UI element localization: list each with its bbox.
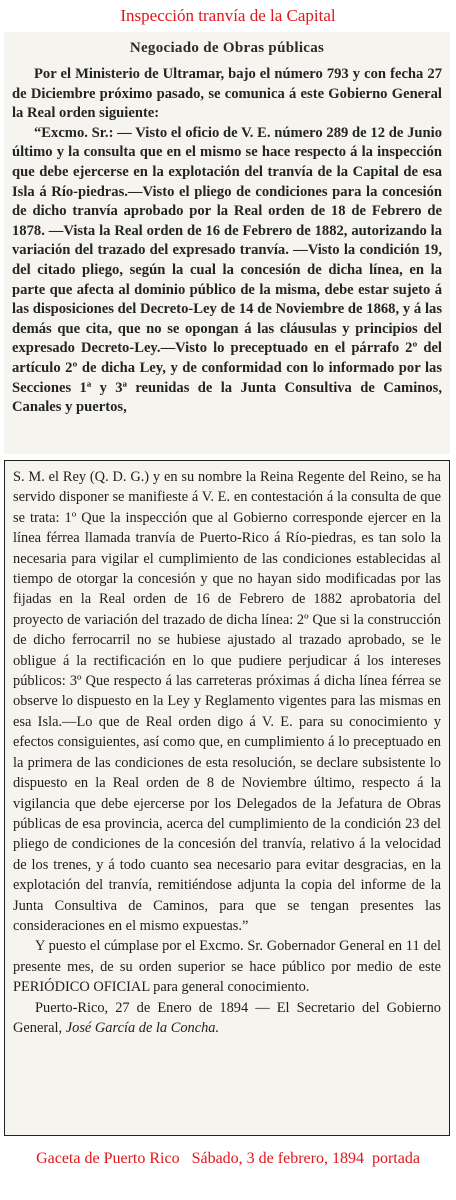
signature-text: Puerto-Rico, 27 de Enero de 1894 — El Secretario del Gobierno General,	[13, 999, 441, 1036]
top-caption: Inspección tranvía de la Capital	[120, 6, 336, 25]
bottom-caption: Gaceta de Puerto Rico Sábado, 3 de febrero, 1894 portada	[36, 1150, 420, 1167]
paragraph-intro: Por el Ministerio de Ultramar, bajo el número 793 y con fecha 27 de Diciembre próximo pasado, se comunica á este Gobierno General la Real orden siguiente:	[12, 66, 442, 122]
section-heading: Negociado de Obras públicas	[129, 40, 325, 56]
paragraph-royal-order: “Excmo. Sr.: — Visto el oficio de V. E. número 289 de 12 de Junio último y la consulta que en el mismo se hace respecto á la inspección que debe ejercerse en la explotación del tranvía de la Capital de esa Isla á Río-piedras.—Visto el pliego de condiciones para la concesión de dicho tranvía aprobado por la Real orden de 18 de Febrero de 1878. —Vista la Real orden de 16 de Febrero de 1882, autorizando la variación del trazado del expresado tranvía. —Visto la condición 19, del citado pliego, según la cual la concesión de dicha línea, en la parte que afecta al dominio público de la misma, debe estar sujeto á las disposiciones del Decreto-Ley de 14 de Noviembre de 1868, y á las demás que cita, que no se opongan á las cláusulas y principios del expresado Decreto-Ley.—Visto lo preceptuado en el párrafo 2º del artículo 2º de dicha Ley, y de conformidad con lo informado por las Secciones 1ª y 3ª reunidas de la Junta Consultiva de Caminos, Canales y puertos,	[12, 124, 442, 416]
newspaper-clipping-upper	[4, 32, 450, 454]
paragraph-resolution: S. M. el Rey (Q. D. G.) y en su nombre la Reina Regente del Reino, se ha servido disponer se manifieste á V. E. en contestación á la consulta de que se trata: 1º Que la inspección que al Gobierno corresponde ejercer en la línea férrea llamada tranvía de Puerto-Rico á Río-piedras, es tan solo la necesaria para vigilar el cumplimiento de las condiciones establecidas al tiempo de otorgar la concesión y que no hayan sido modificadas por las fijadas en la Real orden de 16 de Febrero de 1882 aprobatoria del proyecto de variación del trazado de dicha línea: 2º Que si la construcción de dicho ferrocarril no se hubiese ajustado al trazado aprobado, se le obligue á la rectificación en lo que pudiere perjudicar á los intereses públicos: 3º Que respecto á las carreteras próximas á dicha línea férrea se observe lo dispuesto en la Ley y Reglamento vigentes para las mismas en esa Isla.—Lo que de Real orden digo á V. E. para su conocimiento y efectos consiguientes, así como que, en cumplimiento á lo preceptuado en la primera de las condiciones de esta resolución, se declare subsistente lo dispuesto en la Real orden de 8 de Noviembre último, respecto á la vigilancia que debe ejercerse por los Delegados de la Jefatura de Obras públicas de esa provincia, acerca del cumplimiento de la condición 23 del pliego de condiciones de la concesión del tranvía, relativo á la velocidad de los trenes, y á todo cuanto sea necesario para evitar desgracias, en la explotación del tranvía, remitiéndose adjunta la copia del informe de la Junta Consultiva de Caminos, para que se tengan presentes las consideraciones en el mismo expuestas.”	[13, 469, 441, 934]
signature-name: José García de la Concha.	[65, 1019, 220, 1036]
newspaper-clipping-lower	[4, 460, 450, 1136]
signature-line	[13, 998, 441, 1039]
paragraph-publication: Y puesto el cúmplase por el Excmo. Sr. Gobernador General en 11 del presente mes, de su orden superior se hace público por medio de este PERIÓDICO OFICIAL para general conocimiento.	[13, 938, 441, 996]
